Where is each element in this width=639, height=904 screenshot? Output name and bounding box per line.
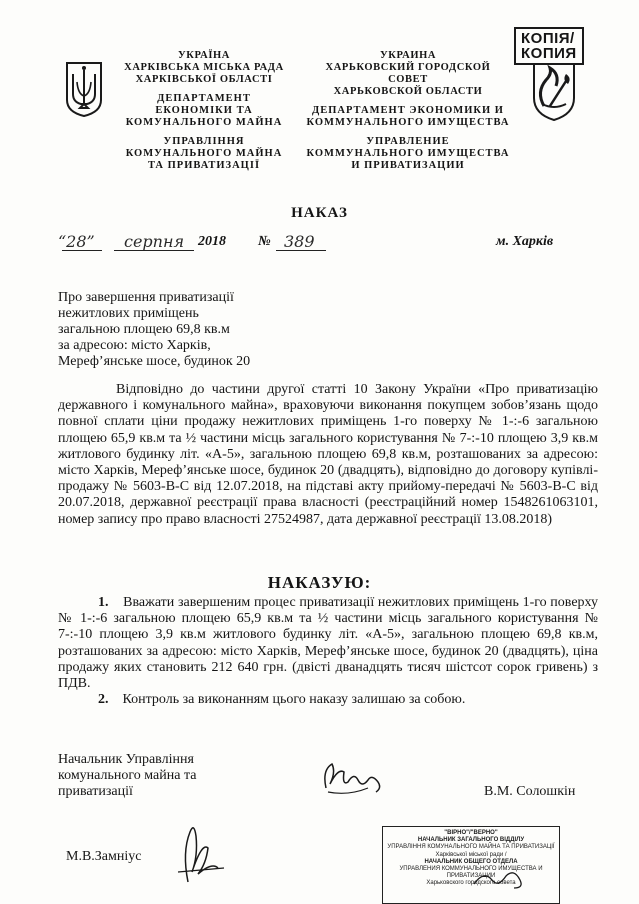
header-left-department-1: ДЕПАРТАМЕНТ — [157, 93, 251, 104]
order-number-underline — [276, 250, 326, 251]
verified-stamp-line-2: УПРАВЛІННЯ КОМУНАЛЬНОГО МАЙНА ТА ПРИВАТИЗАЦІЇ — [387, 844, 555, 851]
subject-line-1: Про завершення приватизації — [58, 290, 234, 305]
city: м. Харків — [496, 234, 554, 249]
header-left-department-3: КОМУНАЛЬНОГО МАЙНА — [125, 117, 283, 128]
kharkiv-emblem-icon — [530, 60, 578, 122]
signatory-position-3: приватизації — [58, 784, 133, 799]
header-right-country: УКРАИНА — [379, 50, 437, 61]
approver-signature-icon — [168, 812, 228, 892]
signatory-position-1: Начальник Управління — [58, 752, 194, 767]
header-right-department-1: ДЕПАРТАМЕНТ ЭКОНОМИКИ И — [312, 105, 504, 116]
order-number: 389 — [284, 232, 315, 251]
date-line — [58, 232, 578, 254]
header-right — [300, 50, 516, 172]
preamble — [58, 382, 598, 528]
header-right-directorate-3: И ПРИВАТИЗАЦИИ — [351, 160, 465, 171]
verified-stamp-line-1: НАЧАЛЬНИК ЗАГАЛЬНОГО ВІДДІЛУ — [417, 837, 525, 844]
signatory-name: В.М. Солошкін — [484, 784, 576, 799]
preamble-text: Відповідно до частини другої статті 10 Закону України «Про приватизацію державного і комунального майна», враховуючи виконання покупцем зобов’язань щодо повної сплати ціни продажу нежитлових приміщень 1-го поверху № 1-:-6 загальною площею 65,9 кв.м та ½ частини місць загального користування № 7-:-10 площею 3,9 кв.м житлового будинку літ. «А-5», загальною площею 69,8 кв.м, розташованих за адресою: місто Харків, Мереф’янське шосе, будинок 20 (двадцять), відповідно до договору купівлі-продажу № 5603-В-С від 12.07.2018, на підставі акту прийому-передачі № 5603-В-С від 20.07.2018, державної реєстрації права власності (реєстраційний номер 1548261063101, номер запису про право власності 27524987, дата державної реєстрації 13.08.2018) — [58, 382, 598, 527]
coat-of-arms-icon — [64, 60, 104, 118]
date-month-underline — [114, 250, 194, 251]
header-left-country: УКРАЇНА — [177, 50, 230, 61]
order-item-1-text: Вважати завершеним процес приватизації нежитлових приміщень 1-го поверху № 1-:-6 загальною площею 65,9 кв.м та ½ частини місць загального користування № 7-:-10 площею 3,9 кв.м житлового будинку літ. «А-5», загальною площею 69,8 кв.м, розташованих за адресою: місто Харків, Мереф’янське шосе, будинок 20 (двадцять), ціна продажу яких становить 212 640 грн. (двісті дванадцять тисяч шістсот сорок гривень) з ПДВ. — [58, 595, 599, 692]
order-word: НАКАЗУЮ: — [267, 573, 372, 592]
verified-stamp-line-6: Харьковского городского совета — [426, 880, 516, 887]
date-year: 2018 — [198, 234, 226, 249]
order-item-2-number: 2. — [98, 692, 109, 708]
subject-line-5: Мереф’янське шосе, будинок 20 — [58, 354, 251, 369]
header-right-directorate-1: УПРАВЛЕНИЕ — [366, 136, 450, 147]
order-item-2 — [58, 692, 598, 708]
verified-stamp-line-5: УПРАВЛЕНИЯ КОММУНАЛЬНОГО ИМУЩЕСТВА И ПРИВАТИЗАЦИИ — [399, 866, 543, 880]
header-left-region: ХАРКІВСЬКОЇ ОБЛАСТІ — [135, 74, 273, 85]
order-items — [58, 595, 598, 708]
order-number-sign: № — [258, 234, 271, 249]
header-right-department-2: КОММУНАЛЬНОГО ИМУЩЕСТВА — [306, 117, 510, 128]
header-right-directorate-2: КОММУНАЛЬНОГО ИМУЩЕСТВА — [306, 148, 510, 159]
header-left-council: ХАРКІВСЬКА МІСЬКА РАДА — [124, 62, 284, 73]
verified-stamp-title: "ВІРНО"/"ВЕРНО" — [444, 830, 498, 836]
verified-stamp-line-3: Харківської міської ради / — [435, 851, 507, 858]
order-item-1-number: 1. — [98, 595, 109, 610]
signatory-position — [58, 752, 278, 800]
header-left-directorate-3: ТА ПРИВАТИЗАЦІЇ — [147, 160, 261, 171]
signature-icon — [318, 758, 388, 802]
date-month: серпня — [124, 232, 185, 251]
stamp-signature-icon — [470, 866, 530, 892]
subject-line-4: за адресою: місто Харків, — [58, 338, 211, 353]
header-right-council-2: СОВЕТ — [388, 74, 428, 85]
header-left-department-2: ЕКОНОМІКИ ТА — [155, 105, 253, 116]
subject-line-3: загальною площею 69,8 кв.м — [58, 322, 230, 337]
signatory-position-2: комунального майна та — [58, 768, 197, 783]
header-left-directorate-1: УПРАВЛІННЯ — [163, 136, 245, 147]
copy-stamp-line-1: КОПІЯ/ — [521, 30, 575, 47]
header-right-council-1: ХАРЬКОВСКИЙ ГОРОДСКОЙ — [325, 62, 491, 73]
date-day-underline — [62, 250, 102, 251]
header-right-region: ХАРЬКОВСКОЙ ОБЛАСТИ — [333, 86, 483, 97]
verified-stamp-line-4: НАЧАЛЬНИК ОБЩЕГО ОТДЕЛА — [424, 858, 518, 865]
header-left — [108, 50, 300, 172]
date-day: “28” — [58, 232, 95, 251]
header-left-directorate-2: КОМУНАЛЬНОГО МАЙНА — [125, 148, 283, 159]
order-subject — [58, 290, 318, 370]
order-item-2-text: Контроль за виконанням цього наказу залишаю за собою. — [122, 692, 466, 708]
approver-name: М.В.Замніус — [66, 849, 142, 864]
copy-stamp-line-2: КОПИЯ — [521, 45, 577, 62]
subject-line-2: нежитлових приміщень — [58, 306, 199, 321]
order-item-1 — [58, 595, 598, 692]
order-title: НАКАЗ — [291, 205, 348, 221]
